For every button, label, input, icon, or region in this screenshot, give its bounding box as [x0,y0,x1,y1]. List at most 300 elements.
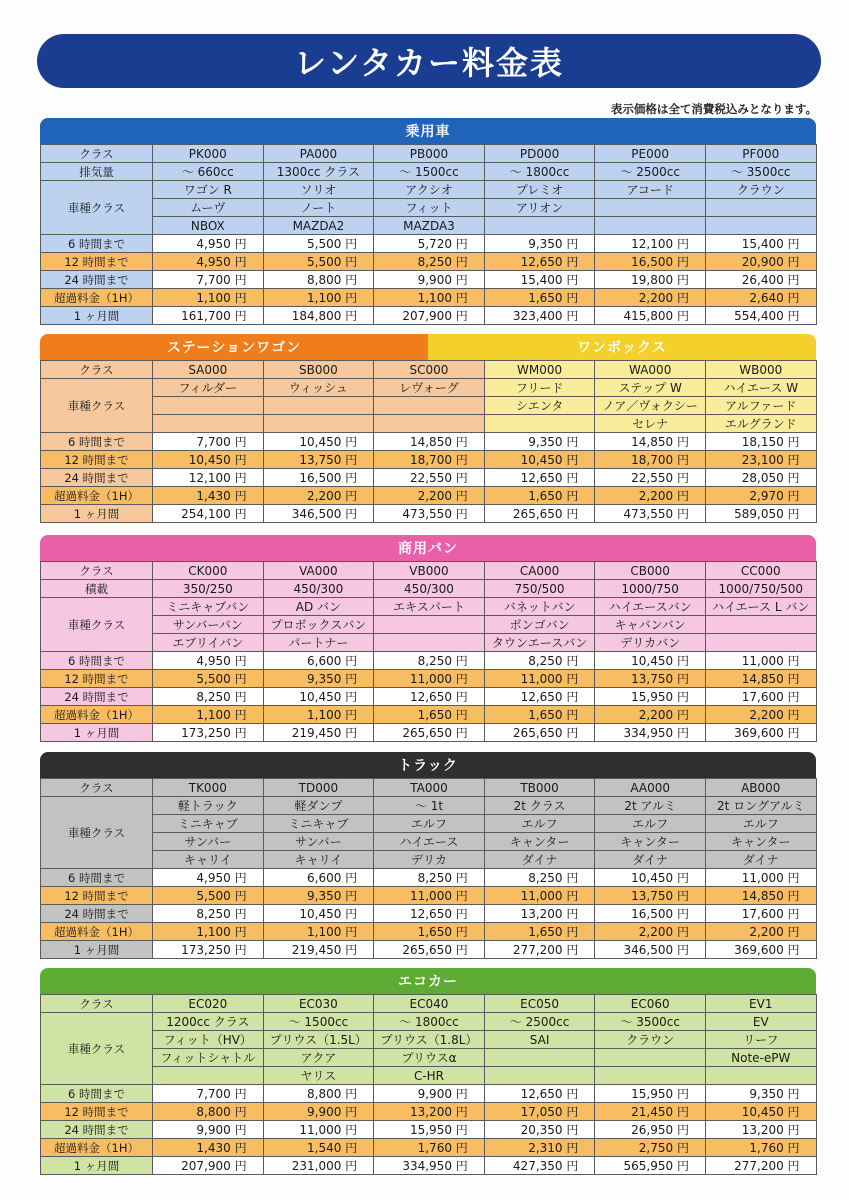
section-title: 商用バン [40,535,816,561]
table-row [41,1085,817,1103]
model-cell: エルグランド [705,415,816,433]
model-cell: サンバー [263,833,374,851]
model-cell: MAZDA3 [374,217,485,235]
price-cell: 11,000 円 [705,869,816,887]
price-cell: 13,750 円 [263,451,374,469]
price-cell: 2,200 円 [705,706,816,724]
table-row [41,1067,817,1085]
price-cell: 346,500 円 [595,941,706,959]
price-cell: 10,450 円 [595,869,706,887]
class-cell: VA000 [263,562,374,580]
class-cell: PD000 [484,145,595,163]
price-cell: 14,850 円 [705,887,816,905]
model-cell: SAI [484,1031,595,1049]
table-row [41,451,817,469]
section-header [40,968,816,994]
model-cell [374,415,485,433]
price-cell: 5,500 円 [153,670,264,688]
model-cell: ソリオ [263,181,374,199]
row-label: 1 ヶ月間 [41,724,153,742]
model-cell: EV [705,1013,816,1031]
price-cell: 10,450 円 [153,451,264,469]
price-cell: 1,760 円 [705,1139,816,1157]
model-cell: ～ 1800cc [374,1013,485,1031]
section-header [40,334,816,360]
model-cell: 軽トラック [153,797,264,815]
price-cell: 12,650 円 [484,469,595,487]
model-cell: キャンター [595,833,706,851]
price-cell: 207,900 円 [374,307,485,325]
price-cell: 161,700 円 [153,307,264,325]
model-cell [153,415,264,433]
section-passenger [40,118,816,325]
class-cell: PA000 [263,145,374,163]
class-cell: SB000 [263,361,374,379]
model-cell: 2t クラス [484,797,595,815]
price-cell: 14,850 円 [595,433,706,451]
class-cell: PB000 [374,145,485,163]
rate-table [40,994,817,1175]
price-cell: 8,250 円 [153,905,264,923]
price-cell: 21,450 円 [595,1103,706,1121]
row-label: 6 時間まで [41,1085,153,1103]
price-cell: 1,430 円 [153,1139,264,1157]
price-cell: 13,750 円 [595,887,706,905]
price-cell: 7,700 円 [153,433,264,451]
price-cell: 15,950 円 [595,1085,706,1103]
price-cell: 11,000 円 [484,887,595,905]
price-cell: 1,100 円 [263,289,374,307]
model-cell: ～ 1t [374,797,485,815]
model-cell: C-HR [374,1067,485,1085]
price-cell: 18,700 円 [374,451,485,469]
class-cell: 1300cc クラス [263,163,374,181]
price-cell: 12,650 円 [484,688,595,706]
price-cell: 554,400 円 [705,307,816,325]
model-cell [705,217,816,235]
row-label: 超過料金（1H） [41,289,153,307]
price-cell: 5,500 円 [153,887,264,905]
class-cell: EC030 [263,995,374,1013]
price-cell: 1,650 円 [374,923,485,941]
model-cell: サンバー [153,833,264,851]
row-label: 12 時間まで [41,253,153,271]
model-cell: アクア [263,1049,374,1067]
price-cell: 8,800 円 [153,1103,264,1121]
model-cell: シエンタ [484,397,595,415]
table-row [41,923,817,941]
price-cell: 5,500 円 [263,235,374,253]
price-cell: 9,350 円 [484,235,595,253]
table-row [41,851,817,869]
model-cell: プレミオ [484,181,595,199]
price-cell: 2,200 円 [595,923,706,941]
table-row [41,1013,817,1031]
table-row [41,1121,817,1139]
price-cell: 334,950 円 [595,724,706,742]
model-cell: フィット（HV） [153,1031,264,1049]
class-cell: WM000 [484,361,595,379]
table-row [41,289,817,307]
row-label: 24 時間まで [41,905,153,923]
price-cell: 12,100 円 [153,469,264,487]
model-cell: エルフ [484,815,595,833]
model-cell [595,1049,706,1067]
price-cell: 17,600 円 [705,688,816,706]
price-cell: 265,650 円 [484,505,595,523]
price-cell: 5,720 円 [374,235,485,253]
row-label: 12 時間まで [41,1103,153,1121]
row-label: 排気量 [41,163,153,181]
class-cell: 450/300 [263,580,374,598]
model-cell: パートナー [263,634,374,652]
model-cell: アクシオ [374,181,485,199]
price-cell: 231,000 円 [263,1157,374,1175]
model-cell [374,634,485,652]
section-header [40,118,816,144]
row-label: クラス [41,779,153,797]
rate-table [40,778,817,959]
model-cell [595,217,706,235]
table-row [41,1157,817,1175]
price-cell: 12,650 円 [374,905,485,923]
price-cell: 11,000 円 [705,652,816,670]
class-cell: 1000/750 [595,580,706,598]
table-row [41,833,817,851]
price-cell: 28,050 円 [705,469,816,487]
price-cell: 346,500 円 [263,505,374,523]
price-cell: 15,950 円 [374,1121,485,1139]
model-cell: エルフ [705,815,816,833]
model-cell: 1200cc クラス [153,1013,264,1031]
price-cell: 9,900 円 [374,1085,485,1103]
price-cell: 10,450 円 [484,451,595,469]
row-label: 1 ヶ月間 [41,941,153,959]
tax-note: 表示価格は全て消費税込みとなります。 [610,102,817,116]
price-cell: 4,950 円 [153,652,264,670]
table-row [41,235,817,253]
rate-table [40,360,817,523]
price-cell: 10,450 円 [263,688,374,706]
row-label: 超過料金（1H） [41,706,153,724]
row-label: 12 時間まで [41,451,153,469]
price-cell: 9,350 円 [263,670,374,688]
price-cell: 6,600 円 [263,652,374,670]
price-cell: 19,800 円 [595,271,706,289]
model-cell: ボンゴバン [484,616,595,634]
model-cell [153,1067,264,1085]
table-row [41,815,817,833]
price-cell: 589,050 円 [705,505,816,523]
table-row [41,1139,817,1157]
class-cell: EC060 [595,995,706,1013]
price-cell: 2,200 円 [705,923,816,941]
price-cell: 277,200 円 [705,1157,816,1175]
row-label: 12 時間まで [41,670,153,688]
row-label: 超過料金（1H） [41,487,153,505]
price-cell: 11,000 円 [374,670,485,688]
table-row [41,199,817,217]
price-cell: 219,450 円 [263,724,374,742]
price-cell: 323,400 円 [484,307,595,325]
class-cell: 1000/750/500 [705,580,816,598]
price-cell: 173,250 円 [153,941,264,959]
price-cell: 9,900 円 [263,1103,374,1121]
model-cell [484,1067,595,1085]
price-cell: 369,600 円 [705,941,816,959]
price-cell: 1,100 円 [153,923,264,941]
model-cell [484,217,595,235]
price-cell: 20,350 円 [484,1121,595,1139]
model-cell: 軽ダンプ [263,797,374,815]
rate-table [40,561,817,742]
price-cell: 9,350 円 [705,1085,816,1103]
price-cell: 415,800 円 [595,307,706,325]
model-cell: ハイエース [374,833,485,851]
model-cell: プロボックスバン [263,616,374,634]
price-cell: 10,450 円 [595,652,706,670]
price-cell: 26,400 円 [705,271,816,289]
model-cell [484,415,595,433]
price-cell: 12,650 円 [484,1085,595,1103]
page-title: レンタカー料金表 [37,34,821,88]
model-cell [705,1067,816,1085]
price-cell: 13,200 円 [484,905,595,923]
price-cell: 2,970 円 [705,487,816,505]
model-cell: ハイエースバン [595,598,706,616]
table-row [41,1031,817,1049]
row-label: 1 ヶ月間 [41,505,153,523]
row-label: クラス [41,361,153,379]
price-cell: 2,200 円 [595,706,706,724]
row-label: クラス [41,995,153,1013]
price-cell: 17,600 円 [705,905,816,923]
table-row [41,217,817,235]
model-cell: ミニキャブ [153,815,264,833]
class-cell: SC000 [374,361,485,379]
model-cell: ダイナ [484,851,595,869]
price-cell: 23,100 円 [705,451,816,469]
model-cell [263,397,374,415]
price-cell: 7,700 円 [153,271,264,289]
price-cell: 12,650 円 [374,688,485,706]
row-label: 6 時間まで [41,235,153,253]
model-cell: キャリイ [153,851,264,869]
rate-table [40,144,817,325]
section-title: 乗用車 [40,118,816,144]
row-label: 24 時間まで [41,1121,153,1139]
class-cell: SA000 [153,361,264,379]
price-cell: 265,650 円 [484,724,595,742]
section-title: ステーションワゴン [40,334,428,360]
table-row [41,253,817,271]
price-cell: 1,650 円 [484,289,595,307]
class-cell: CB000 [595,562,706,580]
price-cell: 8,250 円 [374,869,485,887]
model-cell: NBOX [153,217,264,235]
model-cell: キャバンバン [595,616,706,634]
row-label: 6 時間まで [41,433,153,451]
price-cell: 1,430 円 [153,487,264,505]
price-cell: 4,950 円 [153,253,264,271]
row-label: クラス [41,562,153,580]
price-cell: 12,100 円 [595,235,706,253]
price-cell: 1,540 円 [263,1139,374,1157]
model-cell: ムーヴ [153,199,264,217]
table-row [41,469,817,487]
model-cell: デリカバン [595,634,706,652]
model-cell: セレナ [595,415,706,433]
table-row [41,1103,817,1121]
model-cell: リーフ [705,1031,816,1049]
price-cell: 473,550 円 [595,505,706,523]
price-cell: 20,900 円 [705,253,816,271]
table-row [41,779,817,797]
price-cell: 219,450 円 [263,941,374,959]
price-cell: 207,900 円 [153,1157,264,1175]
row-label: 積載 [41,580,153,598]
model-cell: ウィッシュ [263,379,374,397]
class-cell: AB000 [705,779,816,797]
class-cell: AA000 [595,779,706,797]
row-label: クラス [41,145,153,163]
price-cell: 265,650 円 [374,724,485,742]
model-cell: サンバーバン [153,616,264,634]
price-cell: 15,950 円 [595,688,706,706]
model-cell: フリード [484,379,595,397]
price-cell: 8,250 円 [484,652,595,670]
table-row [41,941,817,959]
price-cell: 184,800 円 [263,307,374,325]
table-row [41,487,817,505]
table-row [41,634,817,652]
model-cell: アリオン [484,199,595,217]
table-row [41,433,817,451]
table-row [41,887,817,905]
table-row [41,869,817,887]
model-cell: ミニキャブ [263,815,374,833]
price-cell: 4,950 円 [153,869,264,887]
price-cell: 565,950 円 [595,1157,706,1175]
model-cell: ハイエース L バン [705,598,816,616]
model-cell: ダイナ [705,851,816,869]
table-row [41,163,817,181]
price-cell: 334,950 円 [374,1157,485,1175]
table-row [41,415,817,433]
price-cell: 10,450 円 [263,433,374,451]
model-cell: ダイナ [595,851,706,869]
table-row [41,905,817,923]
class-cell: ～ 1800cc [484,163,595,181]
table-row [41,706,817,724]
price-cell: 277,200 円 [484,941,595,959]
model-cell: ～ 3500cc [595,1013,706,1031]
price-cell: 16,500 円 [263,469,374,487]
model-cell: フィルダー [153,379,264,397]
price-cell: 10,450 円 [705,1103,816,1121]
row-label: 24 時間まで [41,271,153,289]
row-label: 12 時間まで [41,887,153,905]
price-cell: 8,800 円 [263,271,374,289]
price-cell: 22,550 円 [595,469,706,487]
price-cell: 8,800 円 [263,1085,374,1103]
class-cell: CK000 [153,562,264,580]
model-cell [374,397,485,415]
price-cell: 2,750 円 [595,1139,706,1157]
class-cell: ～ 1500cc [374,163,485,181]
price-cell: 2,200 円 [374,487,485,505]
class-cell: VB000 [374,562,485,580]
price-cell: 2,200 円 [595,289,706,307]
price-cell: 8,250 円 [374,253,485,271]
price-cell: 8,250 円 [153,688,264,706]
table-row [41,616,817,634]
price-cell: 2,200 円 [263,487,374,505]
table-row [41,1049,817,1067]
price-cell: 11,000 円 [374,887,485,905]
row-label: 24 時間まで [41,688,153,706]
table-row [41,145,817,163]
table-row [41,724,817,742]
model-cell: 2t ロングアルミ [705,797,816,815]
section-commercial-van [40,535,816,742]
price-cell: 7,700 円 [153,1085,264,1103]
model-cell: ノート [263,199,374,217]
model-cell: クラウン [595,1031,706,1049]
table-row [41,598,817,616]
model-cell: エルフ [595,815,706,833]
table-row [41,397,817,415]
model-cell: ミニキャブバン [153,598,264,616]
price-cell: 254,100 円 [153,505,264,523]
model-cell: レヴォーグ [374,379,485,397]
model-cell: ノア／ヴォクシー [595,397,706,415]
table-row [41,181,817,199]
price-cell: 1,100 円 [263,923,374,941]
section-eco [40,968,816,1175]
model-cell: ヤリス [263,1067,374,1085]
row-label: 超過料金（1H） [41,1139,153,1157]
row-label: 1 ヶ月間 [41,1157,153,1175]
price-cell: 18,150 円 [705,433,816,451]
section-wagon-minivan [40,334,816,523]
model-cell: ワゴン R [153,181,264,199]
price-cell: 11,000 円 [263,1121,374,1139]
row-label: 車種クラス [41,598,153,652]
class-cell: CC000 [705,562,816,580]
model-cell: クラウン [705,181,816,199]
section-header [40,535,816,561]
row-label: 車種クラス [41,181,153,235]
section-title: ワンボックス [428,334,816,360]
table-row [41,670,817,688]
price-cell: 14,850 円 [374,433,485,451]
model-cell: 2t アルミ [595,797,706,815]
class-cell: EV1 [705,995,816,1013]
row-label: 車種クラス [41,797,153,869]
table-row [41,797,817,815]
price-cell: 9,900 円 [374,271,485,289]
model-cell: デリカ [374,851,485,869]
model-cell: AD バン [263,598,374,616]
class-cell: 750/500 [484,580,595,598]
class-cell: EC050 [484,995,595,1013]
price-cell: 173,250 円 [153,724,264,742]
model-cell: キャンター [705,833,816,851]
table-row [41,562,817,580]
price-cell: 8,250 円 [374,652,485,670]
table-row [41,580,817,598]
